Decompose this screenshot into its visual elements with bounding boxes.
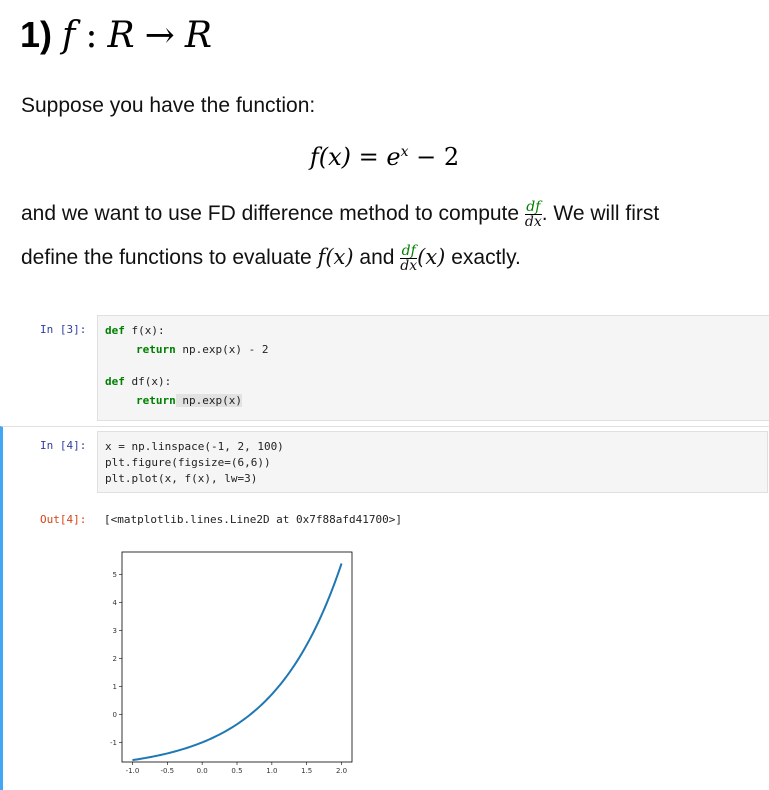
y-tick-label: 0 xyxy=(112,710,117,719)
cell-4-output-text: [<matplotlib.lines.Line2D at 0x7f88afd41700>] xyxy=(104,513,403,526)
x-tick-label: 2.0 xyxy=(335,767,348,775)
sentence-two-before: define the functions to evaluate xyxy=(21,246,318,270)
fraction-denominator: dx xyxy=(524,214,542,230)
equation-rhs: − 2 xyxy=(408,143,460,171)
code-line: plt.plot(x, f(x), lw=3) xyxy=(105,472,258,485)
code-line: return np.exp(x) xyxy=(136,394,242,407)
cell-4-code-editor[interactable] xyxy=(97,431,768,493)
sentence-one-after: . We will first xyxy=(541,202,660,226)
y-tick-label: -1 xyxy=(110,738,117,747)
x-tick-label: 1.0 xyxy=(266,767,278,775)
code-line: def f(x): xyxy=(105,324,165,337)
y-tick-label: 2 xyxy=(112,654,117,663)
x-tick-label: -0.5 xyxy=(160,767,175,775)
code-line: def df(x): xyxy=(105,375,172,388)
derivative-fraction xyxy=(525,200,542,229)
function-equation xyxy=(0,143,769,171)
y-tick-label: 5 xyxy=(112,570,117,579)
sentence-two-and: and xyxy=(353,246,401,270)
sentence-two-after: exactly. xyxy=(445,246,521,270)
x-tick-label: 0.0 xyxy=(196,767,208,775)
x-tick-label: -1.0 xyxy=(125,767,140,775)
heading-domain: R xyxy=(107,15,135,56)
plot-axes-frame xyxy=(122,552,352,762)
derivative-fraction-2 xyxy=(400,244,417,273)
intro-text: Suppose you have the function: xyxy=(21,94,316,117)
heading-func: f xyxy=(62,15,76,56)
cell-4-prompt: In [4]: xyxy=(40,439,87,452)
code-line: x = np.linspace(-1, 2, 100) xyxy=(105,440,284,453)
y-tick-label: 3 xyxy=(112,626,117,635)
code-line: return np.exp(x) - 2 xyxy=(136,343,269,356)
fraction-denominator-2: dx xyxy=(400,258,418,274)
heading-colon: : xyxy=(85,15,98,56)
cell-4-out-prompt: Out[4]: xyxy=(40,513,87,526)
y-tick-label: 4 xyxy=(112,598,117,607)
y-tick-label: 1 xyxy=(112,682,117,691)
sentence-two-x: (x) xyxy=(417,245,446,270)
fraction-numerator: df xyxy=(526,199,541,215)
code-line: plt.figure(figsize=(6,6)) xyxy=(105,456,271,469)
sentence-two-fx: f(x) xyxy=(317,245,354,270)
section-heading xyxy=(20,14,212,56)
sentence-two xyxy=(21,244,521,273)
sentence-one xyxy=(21,200,659,229)
sentence-one-before: and we want to use FD difference method to compute xyxy=(21,202,525,226)
cell-3-code-editor[interactable] xyxy=(97,315,769,421)
output-plot xyxy=(100,548,360,783)
heading-arrow: → xyxy=(144,15,175,56)
equation-exponent: x xyxy=(400,144,409,160)
heading-prefix: 1) xyxy=(20,14,53,55)
equation-lhs: f(x) = e xyxy=(309,143,401,171)
cell-3-prompt: In [3]: xyxy=(40,323,87,336)
x-tick-label: 0.5 xyxy=(231,767,243,775)
x-tick-label: 1.5 xyxy=(301,767,313,775)
heading-codomain: R xyxy=(184,15,212,56)
fraction-numerator-2: df xyxy=(401,243,416,259)
